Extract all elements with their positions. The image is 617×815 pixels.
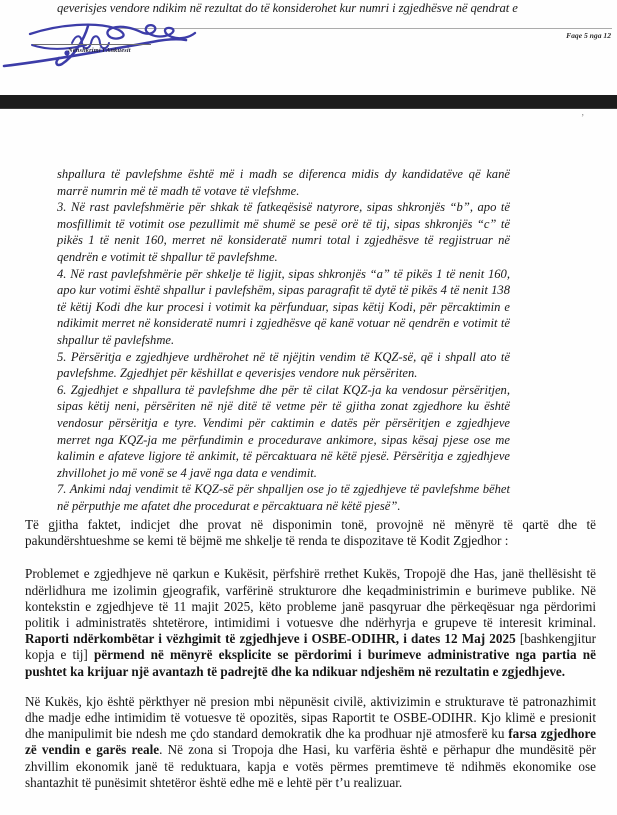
body-text	[25, 517, 596, 791]
page-number: Faqe 5 nga 12	[566, 31, 611, 40]
redaction-bar	[0, 95, 617, 109]
body-paragraph-facts: Të gjitha faktet, indicjet dhe provat në disponimin tonë, provojnë në mënyrë të qartë dhe të pakundërshtueshme se kemi të bëjmë me shkelje të renda te dispozitave të Kodit Zgjedhor :	[25, 517, 596, 549]
quote-paragraph-point-7: 7. Ankimi ndaj vendimit të KQZ-së për shpalljen ose jo të zgjedhjeve të pavlefshme bëhet në përputhje me afatet dhe procedurat e përcaktuara në këtë pjesë”.	[57, 482, 510, 513]
scan-speck: ’	[581, 113, 585, 124]
quote-paragraph-point-5: 5. Përsëritja e zgjedhjeve urdhërohet në të njëjtin vendim të KQZ-së, që i shpall ato të pavlefshme. Zgjedhjet për këshillat e qeverisjes vendore nuk përsëriten.	[57, 349, 510, 381]
quote-paragraph-point-3: 3. Në rast pavlefshmërie për shkak të fatkeqësisë natyrore, sipas shkronjës “b”, apo të mosfillimit të votimit ose pezullimit më shumë se pesë orë të tij, sipas shkronjës “c” të pikës 1 të nenit 160, merret në konsideratë numri total i zgjedhësve të regjistruar në qendrën e votimit të shpallur të pavlefshme.	[57, 200, 510, 264]
quote-paragraph-point-6: 6. Zgjedhjet e shpallura të pavlefshme dhe për të cilat KQZ-ja ka vendosur përsëritjen, sipas këtij neni, përsëriten në një ditë të vetme për të gjitha zonat zgjedhore ku është vendosur përsëritja e tyre. Vendimi për caktimin e datës për përsëritjen e zgjedhjeve merret nga KQZ-ja me përfundimin e procedurave ankimore, sipas kësaj pjese ose me kalimin e afateve ligjore të ankimit, të përcaktuara në këtë pjesë. Përsëritja e zgjedhjeve zhvillohet jo më vonë se 4 javë nga data e vendimit.	[57, 382, 510, 480]
quote-paragraph-continuation: shpallura të pavlefshme është më i madh se diferenca midis dy kandidatëve që kanë marrë numrin më të madh të votave të vlefshme.	[57, 167, 510, 198]
quote-paragraph-point-4: 4. Në rast pavlefshmërie për shkelje të ligjit, sipas shkronjës “a” të pikës 1 të nenit 160, apo kur votimi është shpallur i pavlefshëm, sipas paragrafit të dytë të pikës 4 të nenit 138 të këtij Kodi dhe kur procesi i votimit ka përfunduar, sipas këtij Kodi, për përcaktimin e ndikimit merret në konsideratë numri i zgjedhësve që kanë votuar në qendrën e votimit të shpallur të pavlefshme.	[57, 266, 510, 347]
body-paragraph-problems: Problemet e zgjedhjeve në qarkun e Kukësit, përfshirë rrethet Kukës, Tropojë dhe Has, janë thellësisht të ndërlidhura me izolimin gjeografik, varfërinë strukturore dhe keqadministrimin e burimeve publike. Në kontekstin e zgjedhjeve të 11 majit 2025, këto probleme janë pasqyruar dhe përkeqësuar nga përdorimi politik i administratës shtetërore, intimidimi i votuesve dhe ndërhyrja e grupeve të interesit kriminal. Raporti ndërkombëtar i vëzhgimit të zgjedhjeve i OSBE-ODIHR, i dates 12 Maj 2025 [bashkengjitur kopja e tij] përmend në mënyrë eksplicite se përdorimi i burimeve administrative nga partia në pushtet ka krijuar një avantazh të padrejtë dhe ka ndikuar ndjeshëm në rezultatin e zgjedhjeve.	[25, 566, 596, 679]
legal-quote-block	[57, 166, 510, 514]
carryover-quote-line: qeverisjes vendore ndikim në rezultat do të konsiderohet kur numri i zgjedhësve në qendrat e	[57, 1, 518, 15]
signature-caption: Nënshkrimi i Ankuesit	[68, 47, 131, 54]
body-paragraph-kukes: Në Kukës, kjo është përkthyer në presion mbi nëpunësit civilë, aktivizimin e strukturave të patronazhimit dhe madje edhe intimidim të votuesve të opozitës, sipas Raportit te OSBE-ODIHR. Kjo klimë e presionit dhe manipulimit bie ndesh me çdo standard demokratik dhe ka prodhuar një atmosferë ku farsa zgjedhore zë vendin e garës reale. Në zona si Tropoja dhe Hasi, ku varfëria është e përhapur dhe mundësitë për zhvillim ekonomik janë të reduktuara, kapja e votës përmes premtimeve të ndihmës ekonomike ose shantazhit të punësimit shtetëror është edhe më e lehtë për t’u realizuar.	[25, 693, 596, 790]
signature-line	[33, 44, 151, 45]
